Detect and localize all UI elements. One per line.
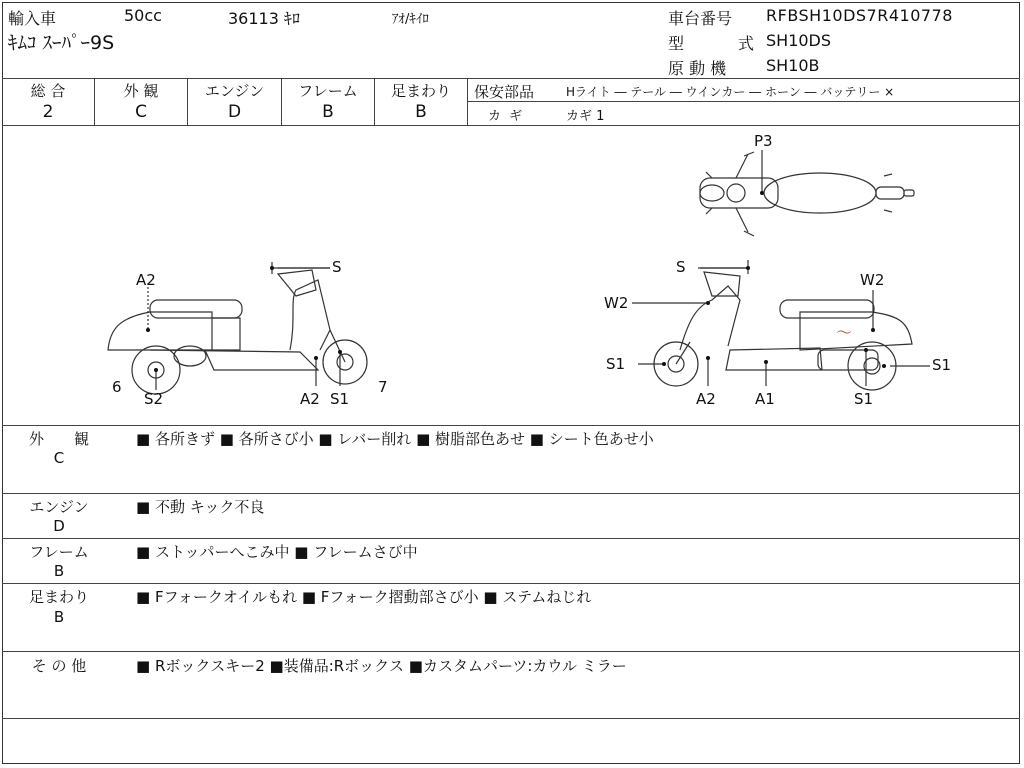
grade-engine-label: エンジン — [204, 82, 265, 100]
grade-overall-value: 2 — [42, 102, 54, 122]
model-type-label-1: 型 — [668, 34, 685, 53]
label-left-6: 6 — [112, 378, 122, 396]
remark-engine-text: ■ 不動 キック不良 — [136, 498, 265, 516]
label-left-s2: S2 — [144, 390, 164, 408]
safety-parts-label: 保安部品 — [474, 83, 535, 101]
engine-model-label: 原 動 機 — [668, 59, 727, 78]
scratch-mark: ～ — [836, 323, 853, 342]
safety-parts-items: Hライト ― テール ― ウインカー ― ホーン ― バッテリー × — [566, 85, 895, 99]
grade-engine-value: D — [227, 102, 242, 122]
remark-exterior-grade: C — [53, 449, 65, 467]
label-left-7: 7 — [378, 378, 388, 396]
remarks-top-line — [2, 425, 1020, 426]
label-right-s1-right: S1 — [932, 356, 952, 374]
label-p3: P3 — [754, 132, 773, 150]
model-type-value: SH10DS — [766, 31, 832, 50]
grade-suspension-label: 足まわり — [390, 82, 451, 100]
vehicle-color: ｱｵ/ｷｲﾛ — [392, 12, 429, 27]
label-right-s: S — [676, 258, 686, 276]
grade-exterior-value: C — [135, 102, 147, 122]
grade-exterior-label: 外 観 — [123, 82, 159, 100]
chassis-number-label: 車台番号 — [668, 9, 733, 28]
remark-exterior-category: 外 観 — [28, 430, 89, 448]
remark-exterior-text: ■ 各所きず ■ 各所さび小 ■ レバー削れ ■ 樹脂部色あせ ■ シート色あせ小 — [136, 430, 654, 448]
grade-suspension-value: B — [415, 102, 427, 122]
remark-suspension-text: ■ Fフォークオイルもれ ■ Fフォーク摺動部さび小 ■ ステムねじれ — [136, 588, 592, 606]
label-left-s1: S1 — [330, 390, 350, 408]
label-left-s: S — [332, 258, 342, 276]
remark-frame-text: ■ ストッパーへこみ中 ■ フレームさび中 — [136, 543, 418, 561]
key-value: カギ 1 — [566, 109, 605, 124]
mileage: 36113 ｷﾛ — [228, 9, 300, 28]
remark-other-category: そ の 他 — [31, 657, 87, 675]
label-right-a2: A2 — [696, 390, 716, 408]
grade-frame-value: B — [322, 102, 334, 122]
vehicle-category: 輸入車 — [8, 9, 57, 28]
label-left-a2-bottom: A2 — [300, 390, 320, 408]
model-type-label-2: 式 — [738, 34, 755, 53]
key-label: カ ギ — [488, 109, 525, 124]
scooter-top-view — [700, 150, 914, 236]
label-left-a2: A2 — [136, 271, 156, 289]
model-name: ｷﾑｺ ｽｰﾊﾟｰ9S — [8, 32, 115, 54]
label-right-a1: A1 — [755, 390, 775, 408]
remark-frame-grade: B — [53, 562, 65, 580]
engine-model-value: SH10B — [766, 56, 820, 75]
remark-frame-category: フレーム — [29, 543, 89, 561]
label-right-w2-left: W2 — [604, 294, 629, 312]
remark-suspension-category: 足まわり — [28, 588, 89, 606]
label-right-s1-left: S1 — [606, 355, 626, 373]
remark-engine-grade: D — [53, 517, 65, 535]
chassis-number-value: RFBSH10DS7R410778 — [766, 6, 953, 25]
label-right-w2-right: W2 — [860, 271, 885, 289]
grade-frame-label: フレーム — [298, 82, 358, 100]
scooter-right-view — [632, 260, 930, 390]
grade-overall-label: 総 合 — [30, 82, 66, 100]
displacement: 50cc — [124, 6, 162, 25]
remark-suspension-grade: B — [53, 608, 65, 626]
remark-engine-category: エンジン — [29, 498, 89, 516]
label-right-s1-bottom: S1 — [854, 390, 874, 408]
remark-other-text: ■ Rボックスキー2 ■装備品:Rボックス ■カスタムパーツ:カウル ミラー — [136, 657, 627, 675]
